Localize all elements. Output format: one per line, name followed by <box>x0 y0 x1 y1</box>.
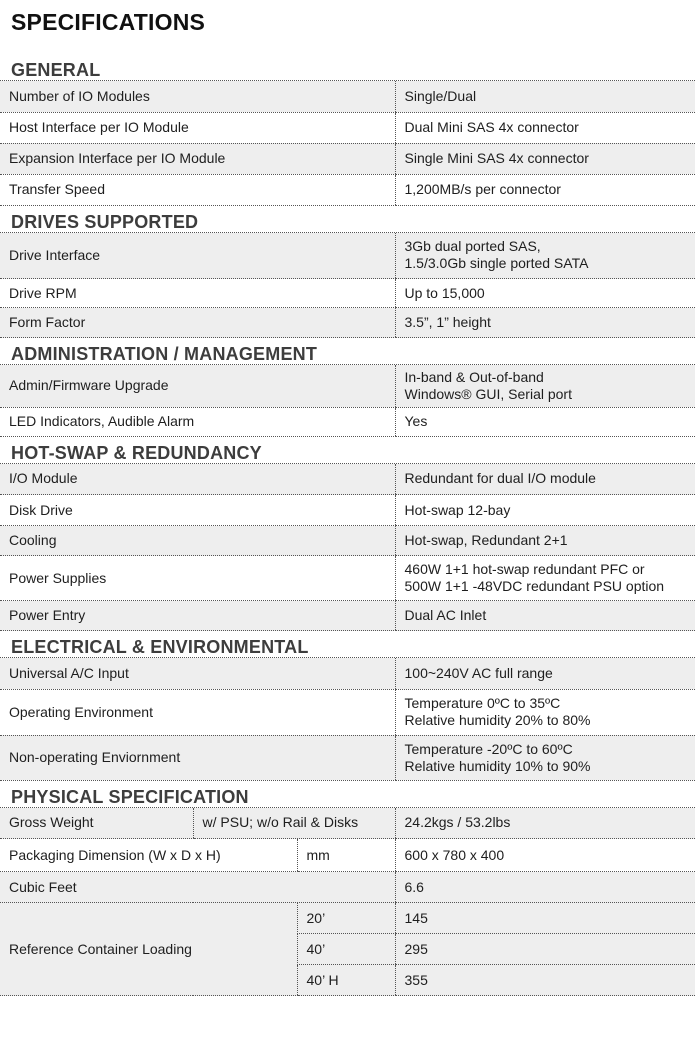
spec-label: Drive Interface <box>0 233 395 279</box>
spec-row <box>0 526 695 556</box>
section-title-physical: PHYSICAL SPECIFICATION <box>0 783 695 808</box>
spec-label: I/O Module <box>0 464 395 495</box>
spec-row <box>0 464 695 495</box>
spec-value: Single/Dual <box>395 81 695 112</box>
spec-value-line: Relative humidity 20% to 80% <box>404 712 591 728</box>
spec-row <box>0 689 695 735</box>
spec-row <box>0 112 695 143</box>
container-size: 40’ H <box>297 965 395 996</box>
spec-table-drives <box>0 233 695 339</box>
spec-row <box>0 601 695 631</box>
spec-content <box>0 56 695 996</box>
spec-value: Dual Mini SAS 4x connector <box>395 112 695 143</box>
spec-value: 6.6 <box>395 872 695 903</box>
spec-value <box>395 365 695 407</box>
spec-value: 3.5”, 1” height <box>395 308 695 338</box>
spec-table-admin <box>0 365 695 437</box>
spec-label: Drive RPM <box>0 279 395 308</box>
spec-table-physical <box>0 808 695 997</box>
spec-value <box>395 689 695 735</box>
spec-label: Universal A/C Input <box>0 658 395 689</box>
spec-table-general <box>0 81 695 206</box>
spec-label: Power Supplies <box>0 556 395 601</box>
spec-row <box>0 735 695 780</box>
spec-value-line: 460W 1+1 hot-swap redundant PFC or <box>404 561 645 577</box>
spec-label: Admin/Firmware Upgrade <box>0 365 395 407</box>
spec-label: Packaging Dimension (W x D x H) <box>0 839 297 872</box>
spec-label: Transfer Speed <box>0 174 395 205</box>
spec-value-line: In-band & Out-of-band <box>404 368 544 385</box>
spec-row <box>0 81 695 112</box>
spec-row <box>0 495 695 526</box>
container-value: 355 <box>395 965 695 996</box>
spec-label: Form Factor <box>0 308 395 338</box>
spec-label: Operating Environment <box>0 689 395 735</box>
spec-label: LED Indicators, Audible Alarm <box>0 407 395 436</box>
spec-label: Cooling <box>0 526 395 556</box>
section-title-electrical: ELECTRICAL & ENVIRONMENTAL <box>0 633 695 658</box>
spec-table-hotswap <box>0 464 695 632</box>
spec-value-line: 1.5/3.0Gb single ported SATA <box>404 255 589 272</box>
spec-value-line: Temperature 0ºC to 35ºC <box>404 695 561 711</box>
spec-value-line: Temperature -20ºC to 60ºC <box>404 740 573 757</box>
spec-value: Yes <box>395 407 695 436</box>
spec-value: 600 x 780 x 400 <box>395 839 695 872</box>
spec-value-line: 3Gb dual ported SAS, <box>404 238 541 255</box>
container-size: 40’ <box>297 934 395 965</box>
spec-value: Hot-swap, Redundant 2+1 <box>395 526 695 556</box>
spec-label: Non-operating Enviornment <box>0 735 395 780</box>
spec-row <box>0 808 695 839</box>
spec-value: Single Mini SAS 4x connector <box>395 143 695 174</box>
page-title: SPECIFICATIONS <box>11 9 206 35</box>
container-value: 295 <box>395 934 695 965</box>
spec-table-electrical <box>0 658 695 781</box>
spec-value: Hot-swap 12-bay <box>395 495 695 526</box>
spec-label: Cubic Feet <box>0 872 395 903</box>
spec-label: Number of IO Modules <box>0 81 395 112</box>
spec-row <box>0 174 695 205</box>
spec-row <box>0 365 695 407</box>
spec-label: Power Entry <box>0 601 395 631</box>
container-value: 145 <box>395 903 695 934</box>
section-title-general: GENERAL <box>0 56 695 81</box>
spec-label: Gross Weight <box>0 808 193 839</box>
section-title-hotswap: HOT-SWAP & REDUNDANCY <box>0 439 695 464</box>
spec-value <box>395 735 695 780</box>
spec-label: Reference Container Loading <box>0 903 297 996</box>
spec-row <box>0 279 695 308</box>
spec-row <box>0 903 695 934</box>
spec-value: Up to 15,000 <box>395 279 695 308</box>
spec-value <box>395 233 695 279</box>
spec-value: Dual AC Inlet <box>395 601 695 631</box>
spec-value-line: Relative humidity 10% to 90% <box>404 757 591 774</box>
spec-value: 1,200MB/s per connector <box>395 174 695 205</box>
spec-value: 24.2kgs / 53.2lbs <box>395 808 695 839</box>
section-title-admin: ADMINISTRATION / MANAGEMENT <box>0 340 695 365</box>
spec-row <box>0 556 695 601</box>
spec-row <box>0 308 695 338</box>
spec-label: Disk Drive <box>0 495 395 526</box>
spec-value: 100~240V AC full range <box>395 658 695 689</box>
spec-label: Expansion Interface per IO Module <box>0 143 395 174</box>
spec-row <box>0 839 695 872</box>
spec-row <box>0 233 695 279</box>
spec-value-line: Windows® GUI, Serial port <box>404 385 572 402</box>
spec-unit: mm <box>297 839 395 872</box>
container-size: 20’ <box>297 903 395 934</box>
spec-row <box>0 872 695 903</box>
section-title-drives: DRIVES SUPPORTED <box>0 208 695 233</box>
spec-row <box>0 658 695 689</box>
spec-value: Redundant for dual I/O module <box>395 464 695 495</box>
spec-value-line: 500W 1+1 -48VDC redundant PSU option <box>404 578 665 594</box>
spec-qualifier: w/ PSU; w/o Rail & Disks <box>193 808 395 839</box>
spec-label: Host Interface per IO Module <box>0 112 395 143</box>
spec-row <box>0 143 695 174</box>
spec-row <box>0 407 695 436</box>
spec-value <box>395 556 695 601</box>
